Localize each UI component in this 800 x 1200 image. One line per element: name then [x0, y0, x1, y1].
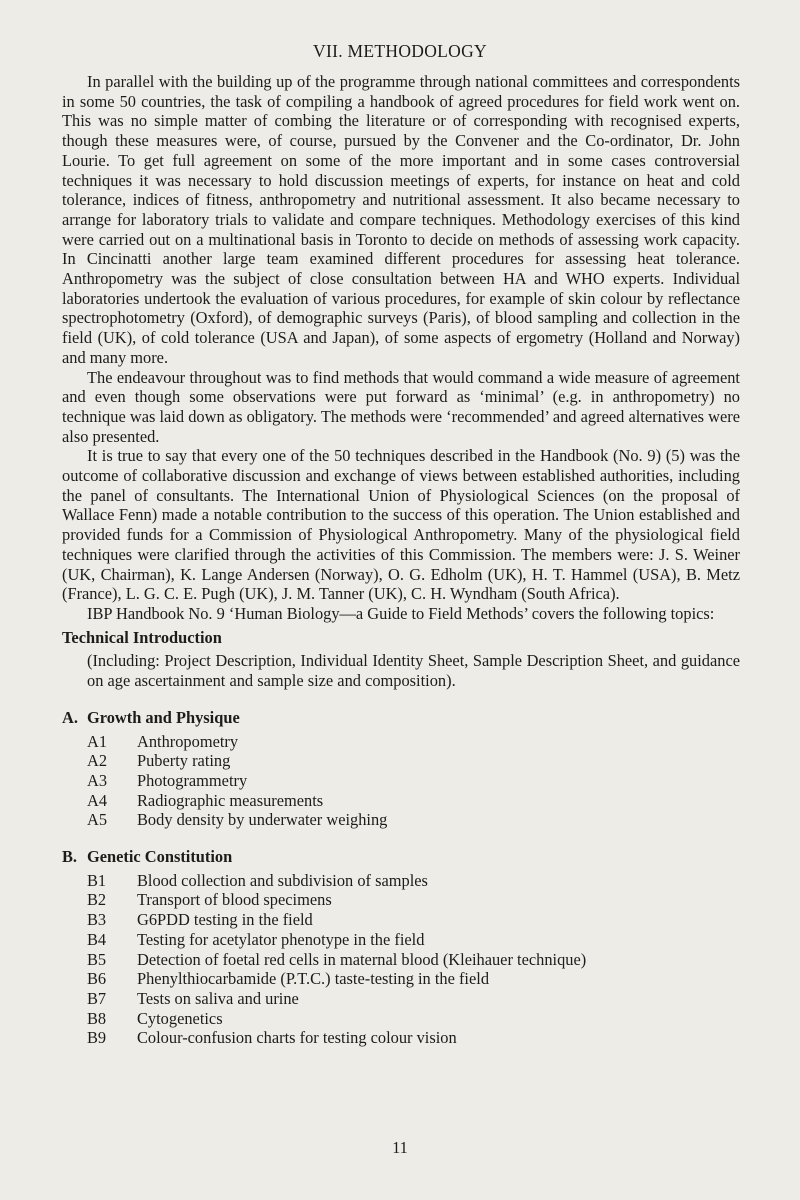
item-code: B7 [87, 988, 107, 1008]
item-code: B5 [87, 949, 107, 969]
paragraph: The endeavour throughout was to find methods that would command a wide measure of agreement and even though some observations were put forward as ‘minimal’ (e.g. in anthropometry) no technique was laid down as obligatory. The methods were ‘recommended’ and agreed alternatives were also presented. [62, 367, 740, 446]
item-label: Detection of foetal red cells in maternal blood (Kleihauer technique) [137, 949, 587, 969]
list-item [87, 930, 740, 950]
item-code: B3 [87, 910, 107, 930]
technical-introduction-text: (Including: Project Description, Individual Identity Sheet, Sample Description Sheet, and guidance on age ascertainment and sample size and composition). [87, 651, 740, 691]
item-code: A2 [87, 751, 108, 771]
item-label: G6PDD testing in the field [137, 910, 313, 930]
section-title: Genetic Constitution [87, 847, 233, 867]
technical-introduction-title: Technical Introduction [62, 627, 222, 647]
section-a [62, 708, 740, 830]
item-code: B4 [87, 929, 107, 949]
item-code: A1 [87, 731, 108, 751]
section-b [62, 847, 740, 1048]
item-label: Testing for acetylator phenotype in the field [137, 929, 425, 949]
list-item [87, 732, 740, 752]
section-letter: B. [62, 847, 78, 867]
item-label: Body density by underwater weighing [137, 810, 388, 830]
section-heading [62, 708, 740, 728]
paragraph: In parallel with the building up of the programme through national committees and correspondents in some 50 countries, the task of compiling a handbook of agreed procedures for field work went on. This was no simple matter of combing the literature or of corresponding with recognised experts, though these measures were, of course, pursued by the Convener and the Co-ordinator, Dr. John Lourie. To get full agreement on some of the more important and in some cases controversial techniques it was necessary to hold discussion meetings of experts, for instance on heat and cold tolerance, indices of fitness, anthropometry and nutritional assessment. It also became necessary to arrange for laboratory trials to validate and compare techniques. Methodology exercises of this kind were carried out on a multinational basis in Toronto to decide on methods of assessing work capacity. In Cincinatti another large team examined different procedures for assessing heat tolerance. Anthropometry was the subject of close consultation between HA and WHO experts. Individual laboratories undertook the evaluation of various procedures, for example of skin colour by reflectance spectrophotometry (Oxford), of demographic surveys (Paris), of blood sampling and collection in the field (UK), of cold tolerance (USA and Japan), of some aspects of ergometry (Holland and Norway) and many more. [62, 72, 740, 367]
item-label: Phenylthiocarbamide (P.T.C.) taste-testing in the field [137, 969, 490, 989]
list-item [87, 950, 740, 970]
item-label: Transport of blood specimens [137, 890, 332, 910]
item-code: A4 [87, 790, 108, 810]
paragraph: IBP Handbook No. 9 ‘Human Biology—a Guide to Field Methods’ covers the following topics: [87, 603, 715, 623]
item-label: Anthropometry [137, 731, 239, 751]
item-code: B9 [87, 1028, 107, 1048]
item-code: A5 [87, 810, 108, 830]
list-item [87, 969, 740, 989]
item-label: Cytogenetics [137, 1008, 223, 1028]
item-code: B8 [87, 1008, 107, 1028]
list-item [87, 910, 740, 930]
list-item [87, 1009, 740, 1029]
item-code: B1 [87, 870, 107, 890]
list-item [87, 989, 740, 1009]
list-item [87, 1028, 740, 1048]
list-item [87, 771, 740, 791]
list-item [87, 791, 740, 811]
item-code: B2 [87, 890, 107, 910]
item-code: B6 [87, 969, 107, 989]
section-letter: A. [62, 707, 78, 727]
item-label: Colour-confusion charts for testing colour vision [137, 1028, 457, 1048]
item-label: Puberty rating [137, 751, 231, 771]
item-label: Photogrammetry [137, 770, 248, 790]
list-item [87, 890, 740, 910]
section-heading [62, 847, 740, 867]
item-label: Blood collection and subdivision of samples [137, 870, 428, 890]
list-item [87, 810, 740, 830]
item-label: Tests on saliva and urine [137, 988, 299, 1008]
item-code: A3 [87, 770, 108, 790]
section-title: Growth and Physique [87, 707, 240, 727]
item-label: Radiographic measurements [137, 790, 324, 810]
page-number: 11 [392, 1138, 408, 1157]
list-item [87, 751, 740, 771]
list-item [87, 871, 740, 891]
paragraph: It is true to say that every one of the 50 techniques described in the Handbook (No. 9) (5) was the outcome of collaborative discussion and exchange of views between established authorities, including the panel of consultants. The International Union of Physiological Sciences (on the proposal of Wallace Fenn) made a notable contribution to the success of this operation. The Union established and provided funds for a Commission of Physiological Anthropometry. Many of the physiological field techniques were clarified through the activities of this Commission. The members were: J. S. Weiner (UK, Chairman), K. Lange Andersen (Norway), O. G. Edholm (UK), H. T. Hammel (USA), B. Metz (France), L. G. C. E. Pugh (UK), J. M. Tanner (UK), C. H. Wyndham (South Africa). [62, 446, 740, 604]
body-text [62, 72, 740, 1048]
page-heading: VII. METHODOLOGY [313, 41, 487, 61]
